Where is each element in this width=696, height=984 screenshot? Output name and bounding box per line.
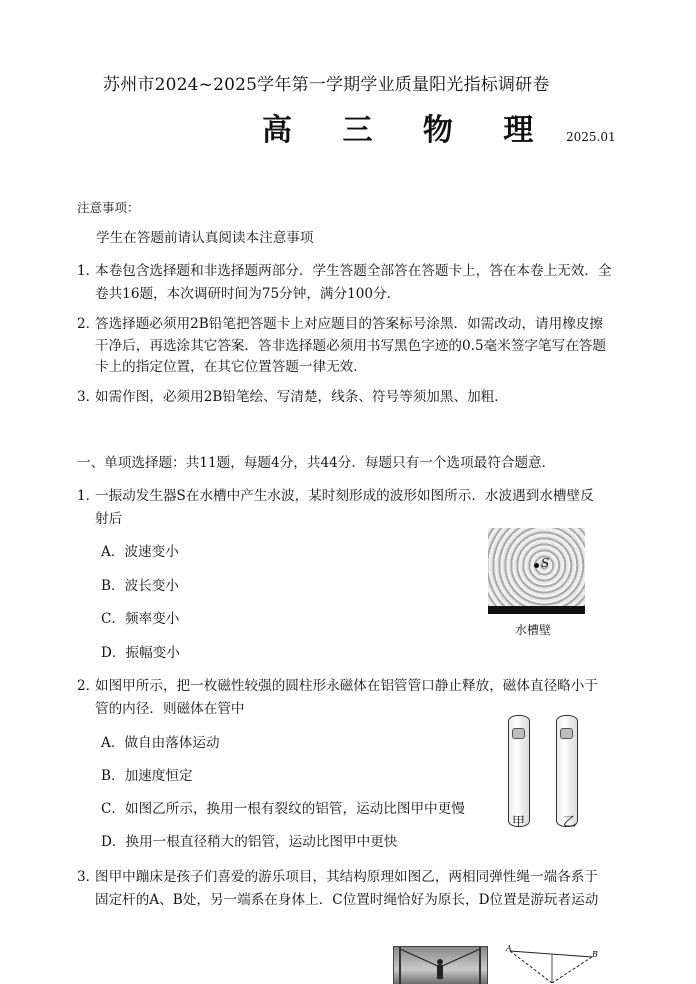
q1-stem-line-2: 射后 — [95, 511, 123, 527]
subject-title: 高 三 物 理 — [262, 113, 554, 148]
q1-option-d: D．振幅变小 — [101, 645, 180, 661]
q2-number: 2． — [77, 678, 100, 694]
exam-title: 苏州市2024~2025学年第一学期学业质量阳光指标调研卷 — [103, 75, 550, 95]
note-3-number: 3． — [77, 389, 100, 405]
water-wave-figure — [488, 528, 585, 614]
q2-option-c: C．如图乙所示，换用一根有裂纹的铝管，运动比图甲中更慢 — [101, 801, 465, 817]
tube-label-a: 甲 — [512, 815, 526, 830]
q2-stem-line-2: 管的内径．则磁体在管中 — [95, 701, 245, 717]
tube-label-b: 乙 — [563, 815, 577, 830]
q3-stem-line-2: 固定杆的A、B处，另一端系在身体上．C位置时绳恰好为原长，D位置是游玩者运动 — [95, 892, 599, 908]
note-1-line-1: 本卷包含选择题和非选择题两部分．学生答题全部答在答题卡上，答在本卷上无效．全 — [95, 263, 612, 279]
notes-intro: 学生在答题前请认真阅读本注意事项 — [96, 230, 314, 246]
notes-title: 注意事项： — [77, 200, 140, 215]
q2-option-a: A．做自由落体运动 — [101, 735, 220, 751]
source-point — [534, 563, 539, 568]
magnet-a — [512, 728, 525, 739]
q3-stem-line-1: 图甲中蹦床是孩子们喜爱的游乐项目，其结构原理如图乙，两相同弹性绳一端各系于 — [95, 869, 598, 885]
q2-option-d: D．换用一根直径稍大的铝管，运动比图甲中更快 — [101, 834, 398, 850]
q1-option-a: A．波速变小 — [101, 544, 179, 560]
note-3-line-1: 如需作图，必须用2B铅笔绘、写清楚，线条、符号等须加黑、加粗． — [95, 389, 508, 405]
source-point-label: S — [541, 556, 550, 570]
note-2-line-2: 干净后，再选涂其它答案．答非选择题必须用书写黑色字迹的0.5毫米签字笔写在答题 — [95, 338, 606, 354]
q1-number: 1． — [77, 488, 100, 504]
trampoline-point-a-label: A — [506, 944, 512, 953]
trampoline-point-b-label: B — [592, 950, 598, 959]
note-2-line-1: 答选择题必须用2B铅笔把答题卡上对应题目的答案标号涂黑．如需改动，请用橡皮擦 — [95, 316, 604, 332]
q1-stem-line-1: 一振动发生器S在水槽中产生水波，某时刻形成的波形如图所示．水波遇到水槽壁反 — [95, 488, 594, 504]
exam-date: 2025.01 — [566, 130, 616, 144]
trampoline-photo — [393, 946, 488, 984]
note-1-number: 1． — [77, 263, 100, 279]
water-tank-wall-caption: 水槽壁 — [515, 623, 552, 637]
section-heading: 一、单项选择题：共11题，每题4分，共44分．每题只有一个选项最符合题意． — [77, 455, 556, 471]
note-2-number: 2． — [77, 316, 100, 332]
q1-option-b: B．波长变小 — [101, 578, 179, 594]
trampoline-diagram — [504, 945, 600, 983]
note-1-line-2: 卷共16题，本次调研时间为75分钟，满分100分． — [95, 286, 401, 302]
q2-stem-line-1: 如图甲所示，把一枚磁性较强的圆柱形永磁体在铝管管口静止释放，磁体直径略小于 — [95, 678, 598, 694]
q2-option-b: B．加速度恒定 — [101, 768, 193, 784]
trampoline-photo-drawing — [394, 947, 487, 984]
note-2-line-3: 卡上的指定位置，在其它位置答题一律无效． — [95, 359, 367, 375]
magnet-b — [560, 728, 573, 739]
q3-number: 3． — [77, 869, 100, 885]
q1-option-c: C．频率变小 — [101, 611, 180, 627]
